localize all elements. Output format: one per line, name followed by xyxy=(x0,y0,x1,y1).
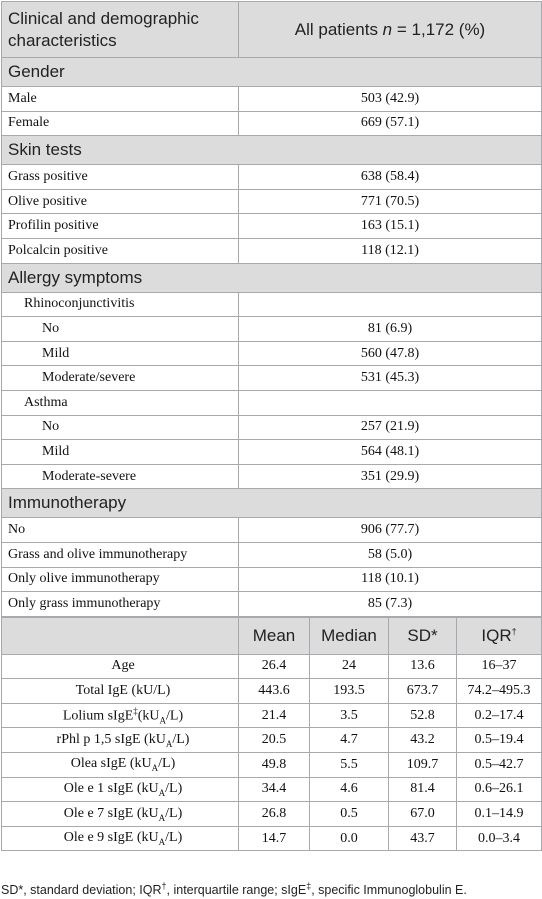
stats-header-median: Median xyxy=(310,617,389,654)
row-label: Olive positive xyxy=(2,189,239,214)
stats-cell-label: Lolium $sIgE^\ddagger(kU_A/L)$ xyxy=(2,703,239,728)
row-value: 531 (45.3) xyxy=(239,366,542,391)
stats-row xyxy=(2,826,542,851)
stats-cell-iqr: 16–37 xyxy=(457,654,542,679)
table-row xyxy=(2,87,542,112)
stats-row xyxy=(2,654,542,679)
stats-cell-mean: 21.4 xyxy=(239,703,310,728)
stats-cell-sd: 13.6 xyxy=(389,654,457,679)
stats-cell-label: Olea sIgE $(kU_A/L)$ xyxy=(2,753,239,778)
row-label: Profilin positive xyxy=(2,214,239,239)
table-row xyxy=(2,518,542,543)
row-label: No xyxy=(2,415,239,440)
row-value: 163 (15.1) xyxy=(239,214,542,239)
stats-header-sd xyxy=(389,617,457,654)
stats-cell-iqr: 0.6–26.1 xyxy=(457,777,542,802)
row-label: No xyxy=(2,317,239,342)
statistics-table xyxy=(1,617,542,852)
table-row xyxy=(2,317,542,342)
stats-cell-median: 3.5 xyxy=(310,703,389,728)
stats-cell-sd: 673.7 xyxy=(389,679,457,704)
row-value: 771 (70.5) xyxy=(239,189,542,214)
stats-cell-mean: 26.4 xyxy=(239,654,310,679)
row-label: Grass positive xyxy=(2,165,239,190)
stats-cell-mean: 49.8 xyxy=(239,753,310,778)
table-row xyxy=(2,415,542,440)
stats-row xyxy=(2,728,542,753)
stats-cell-median: 4.7 xyxy=(310,728,389,753)
row-label: Only grass immunotherapy xyxy=(2,592,239,617)
table-row xyxy=(2,440,542,465)
stats-cell-sd: 81.4 xyxy=(389,777,457,802)
table-row xyxy=(2,165,542,190)
stats-cell-mean: 26.8 xyxy=(239,802,310,827)
table-header-row xyxy=(2,2,542,58)
row-label: Polcalcin positive xyxy=(2,238,239,263)
stats-cell-iqr: 0.2–17.4 xyxy=(457,703,542,728)
row-value: 560 (47.8) xyxy=(239,341,542,366)
row-label: Rhinoconjunctivitis xyxy=(2,292,239,317)
row-label: Mild xyxy=(2,341,239,366)
row-label: Male xyxy=(2,87,239,112)
stats-cell-mean: 34.4 xyxy=(239,777,310,802)
stats-header-mean: Mean xyxy=(239,617,310,654)
section-title: Immunotherapy xyxy=(2,489,542,518)
row-label: Moderate-severe xyxy=(2,464,239,489)
section-header-row xyxy=(2,136,542,165)
stats-header-sd-mark: * xyxy=(431,625,438,645)
row-value: 503 (42.9) xyxy=(239,87,542,112)
characteristics-table-container xyxy=(1,1,541,851)
table-row xyxy=(2,592,542,617)
stats-header-iqr xyxy=(457,617,542,654)
row-label: Female xyxy=(2,111,239,136)
stats-header-iqr-mark: † xyxy=(511,626,517,637)
header-all-patients-prefix: All patients xyxy=(294,19,383,39)
stats-header-blank xyxy=(2,617,239,654)
footnote: SD*, standard deviation; IQR†, interquartile range; sIgE‡, specific Immunoglobulin E. xyxy=(1,881,467,898)
section-title: Skin tests xyxy=(2,136,542,165)
row-value: 564 (48.1) xyxy=(239,440,542,465)
row-value xyxy=(239,390,542,415)
row-value: 638 (58.4) xyxy=(239,165,542,190)
row-value: 906 (77.7) xyxy=(239,518,542,543)
stats-cell-label: Ole e 9 sIgE $(kU_A/L)$ xyxy=(2,826,239,851)
stats-cell-median: 0.5 xyxy=(310,802,389,827)
stats-row xyxy=(2,753,542,778)
stats-cell-label: rPhl p 1,5 sIgE $(kU_A/L)$ xyxy=(2,728,239,753)
table-row xyxy=(2,542,542,567)
stats-cell-mean: 443.6 xyxy=(239,679,310,704)
header-characteristics: Clinical and demographic characteristics xyxy=(2,2,239,58)
row-value: 58 (5.0) xyxy=(239,542,542,567)
stats-cell-sd: 109.7 xyxy=(389,753,457,778)
stats-row xyxy=(2,679,542,704)
table-row xyxy=(2,366,542,391)
section-header-row xyxy=(2,58,542,87)
table-row xyxy=(2,111,542,136)
table-row xyxy=(2,341,542,366)
stats-cell-median: 5.5 xyxy=(310,753,389,778)
stats-row xyxy=(2,777,542,802)
section-title: Allergy symptoms xyxy=(2,263,542,292)
section-title: Gender xyxy=(2,58,542,87)
stats-row xyxy=(2,703,542,728)
stats-cell-sd: 43.2 xyxy=(389,728,457,753)
row-label: No xyxy=(2,518,239,543)
stats-cell-median: 193.5 xyxy=(310,679,389,704)
row-value: 257 (21.9) xyxy=(239,415,542,440)
row-label: Only olive immunotherapy xyxy=(2,567,239,592)
row-value: 669 (57.1) xyxy=(239,111,542,136)
row-label: Asthma xyxy=(2,390,239,415)
table-row xyxy=(2,292,542,317)
table-row xyxy=(2,214,542,239)
row-value: 118 (12.1) xyxy=(239,238,542,263)
row-value xyxy=(239,292,542,317)
stats-cell-iqr: 0.0–3.4 xyxy=(457,826,542,851)
stats-cell-median: 0.0 xyxy=(310,826,389,851)
row-label: Mild xyxy=(2,440,239,465)
stats-cell-mean: 14.7 xyxy=(239,826,310,851)
stats-cell-label: Age xyxy=(2,654,239,679)
section-header-row xyxy=(2,489,542,518)
stats-cell-iqr: 0.5–42.7 xyxy=(457,753,542,778)
stats-cell-sd: 67.0 xyxy=(389,802,457,827)
row-value: 81 (6.9) xyxy=(239,317,542,342)
stats-header-sd-text: SD xyxy=(407,625,431,645)
stats-cell-label: Total IgE (kU/L) xyxy=(2,679,239,704)
header-all-patients-suffix: = 1,172 (%) xyxy=(392,19,486,39)
stats-row xyxy=(2,802,542,827)
stats-header-iqr-text: IQR xyxy=(481,625,512,645)
stats-cell-label: Ole e 7 sIgE $(kU_A/L)$ xyxy=(2,802,239,827)
stats-cell-sd: 43.7 xyxy=(389,826,457,851)
stats-cell-iqr: 0.1–14.9 xyxy=(457,802,542,827)
stats-cell-mean: 20.5 xyxy=(239,728,310,753)
stats-header-row xyxy=(2,617,542,654)
stats-cell-sd: 52.8 xyxy=(389,703,457,728)
table-row xyxy=(2,464,542,489)
section-header-row xyxy=(2,263,542,292)
table-row xyxy=(2,567,542,592)
row-label: Grass and olive immunotherapy xyxy=(2,542,239,567)
row-value: 118 (10.1) xyxy=(239,567,542,592)
row-value: 351 (29.9) xyxy=(239,464,542,489)
stats-cell-median: 24 xyxy=(310,654,389,679)
stats-cell-label: Ole e 1 sIgE $(kU_A/L)$ xyxy=(2,777,239,802)
characteristics-table xyxy=(1,1,542,617)
table-row xyxy=(2,390,542,415)
header-all-patients xyxy=(239,2,542,58)
row-value: 85 (7.3) xyxy=(239,592,542,617)
header-n-symbol: n xyxy=(382,19,393,39)
stats-cell-iqr: 74.2–495.3 xyxy=(457,679,542,704)
stats-cell-iqr: 0.5–19.4 xyxy=(457,728,542,753)
table-row xyxy=(2,238,542,263)
table-row xyxy=(2,189,542,214)
stats-cell-median: 4.6 xyxy=(310,777,389,802)
row-label: Moderate/severe xyxy=(2,366,239,391)
